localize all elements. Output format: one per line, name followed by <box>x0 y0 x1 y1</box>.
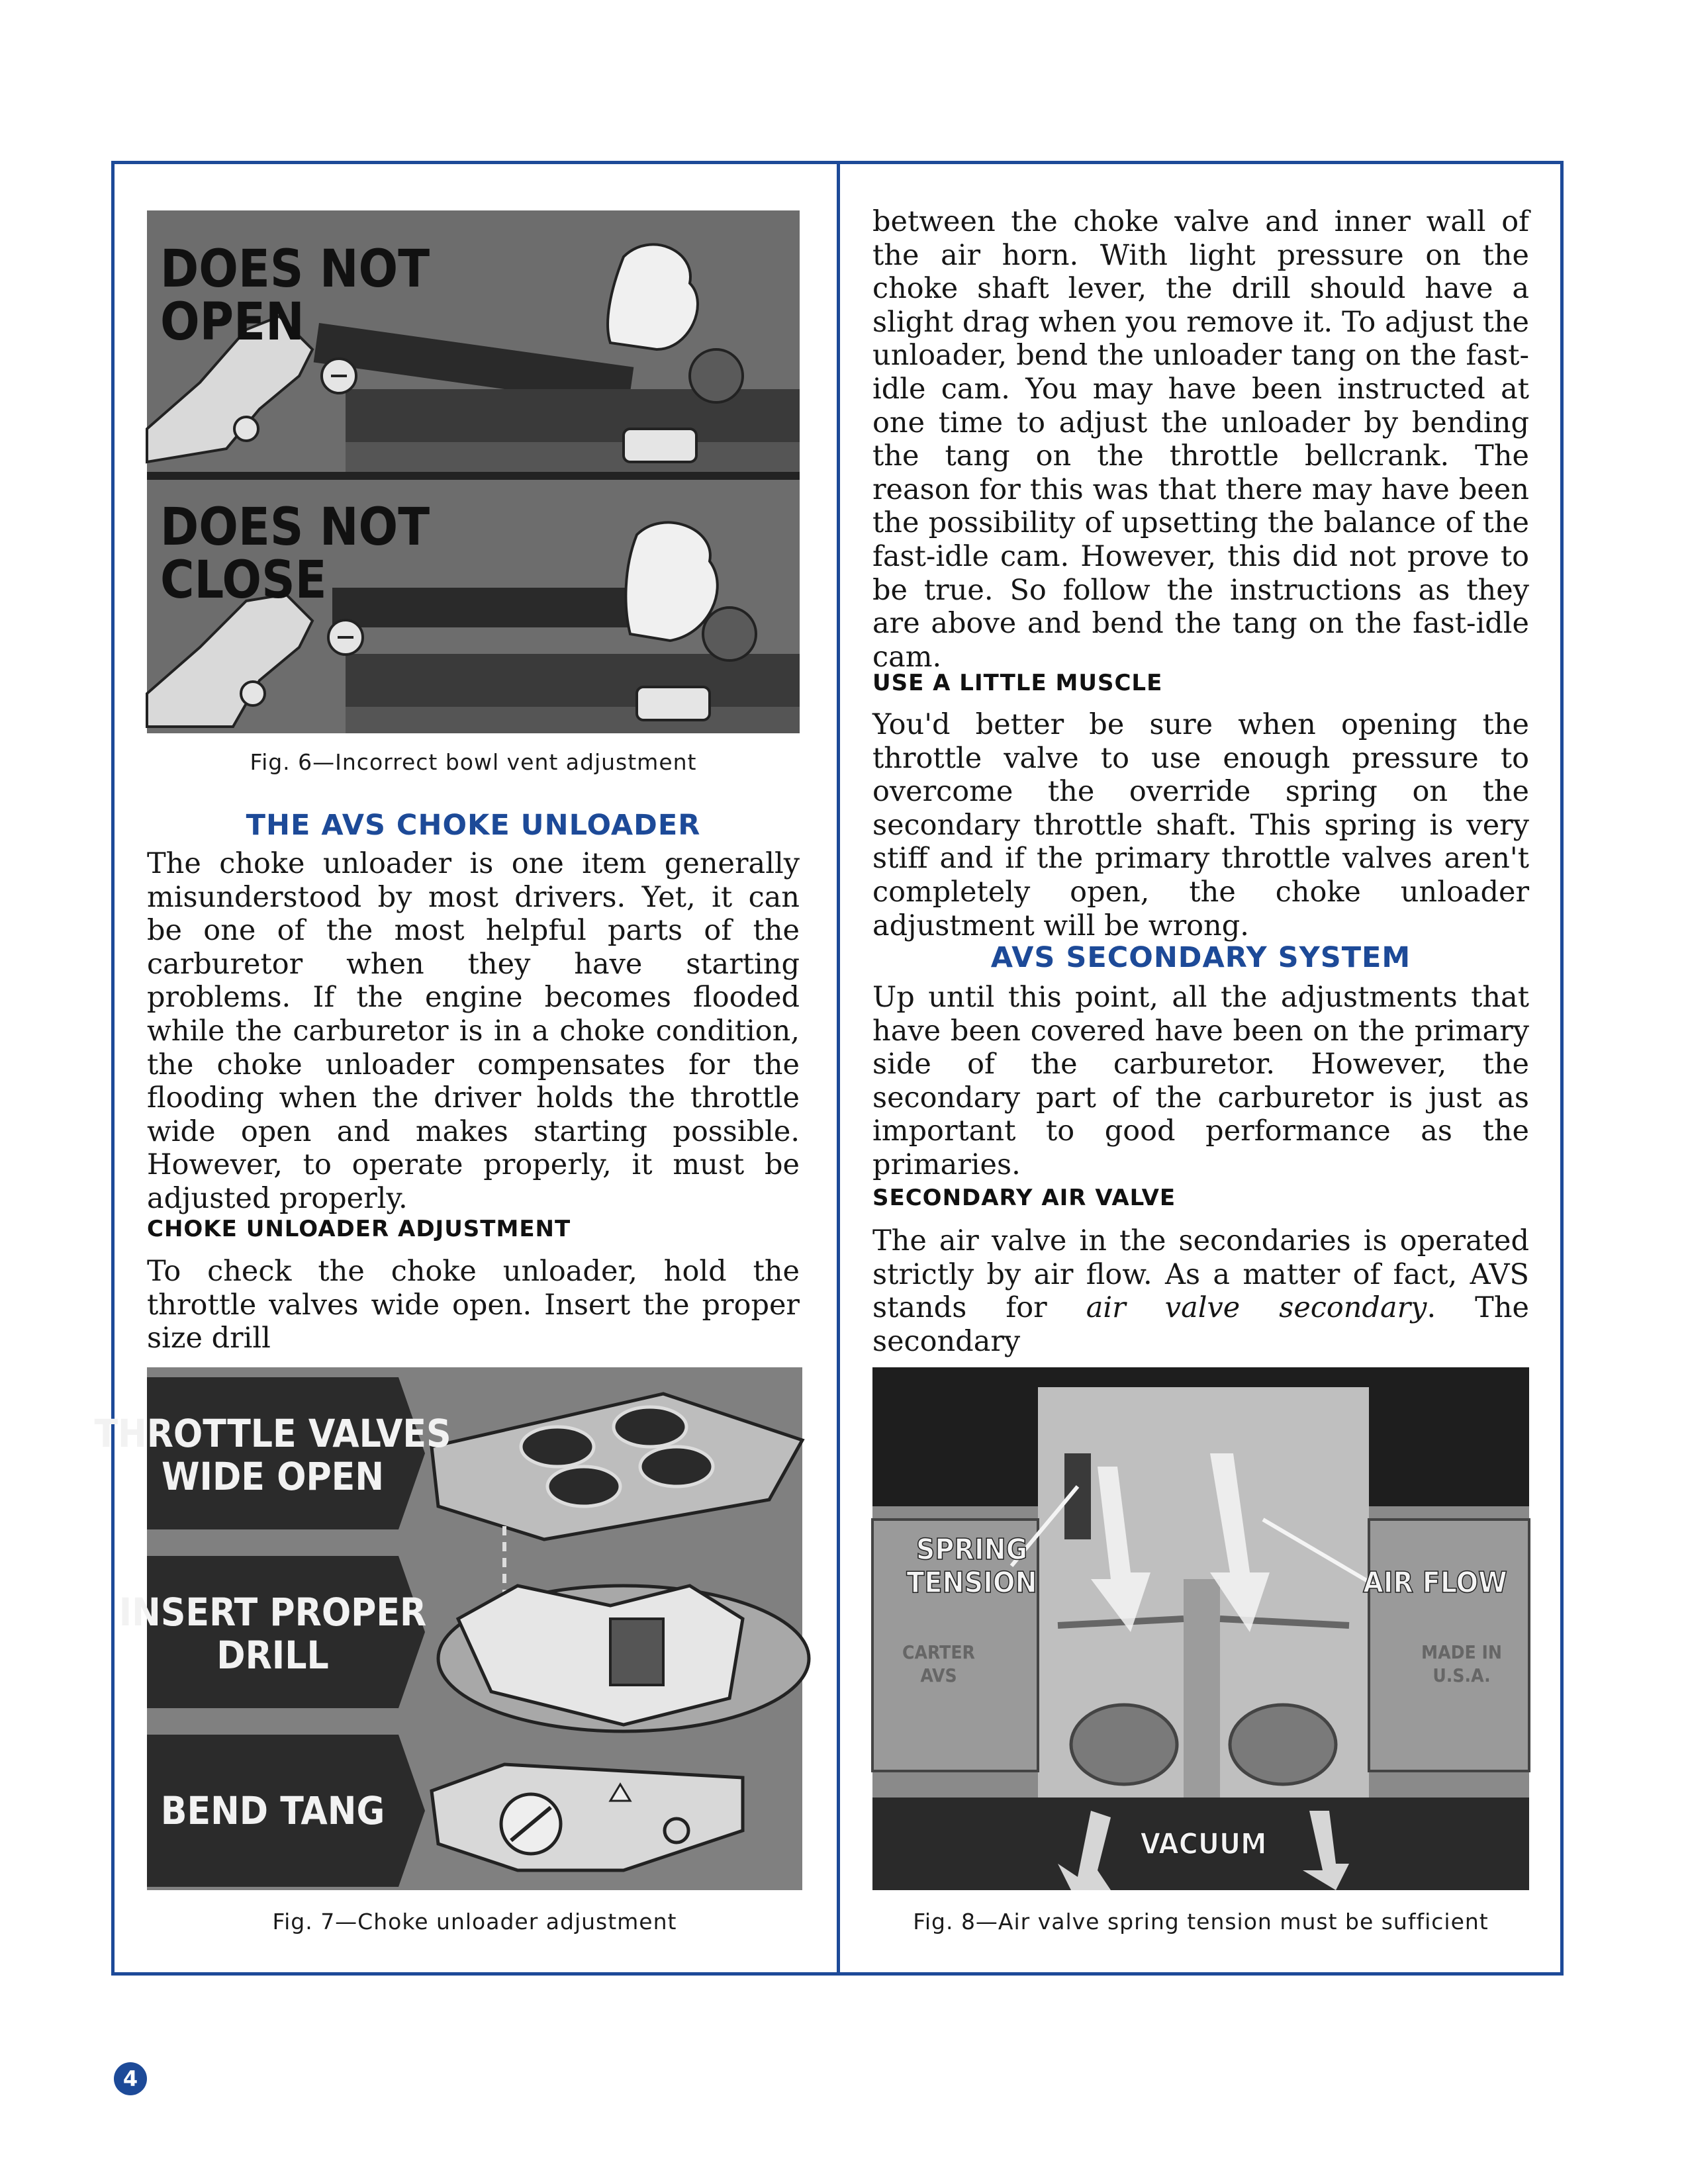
heading-avs-choke-unloader: THE AVS CHOKE UNLOADER <box>246 809 701 842</box>
heading-choke-unloader-adjustment: CHOKE UNLOADER ADJUSTMENT <box>147 1216 571 1242</box>
fig7-step1-line1: THROTTLE VALVES <box>94 1411 451 1456</box>
fig7-step3-line1: BEND TANG <box>160 1788 385 1833</box>
paragraph-use-a-little-muscle: You'd better be sure when opening the throttle valve to use enough pressure to overcome the override spring on the secondary throttle shaft. This spring is very stiff and if the primary throttle valves aren't completely open, the choke unloader adjustment will be wrong. <box>872 708 1529 942</box>
fig8-label-airflow: AIR FLOW <box>1363 1566 1507 1600</box>
fig8-label-tension: TENSION <box>906 1566 1037 1600</box>
air-valve-emphasis: air valve secondary <box>1086 1291 1427 1325</box>
fig8-body-right-line2: U.S.A. <box>1432 1664 1491 1686</box>
figure-6-image <box>147 210 800 733</box>
figure-8-image <box>872 1367 1529 1890</box>
air-valve-text-start: The air valve in the secondaries is operated strictly by air flow. As a matter of fact, AVS stands for <box>872 1224 1529 1325</box>
heading-use-a-little-muscle: USE A LITTLE MUSCLE <box>872 670 1163 696</box>
fig6-label-close-line2: CLOSE <box>160 551 327 610</box>
fig7-step2-line2: DRILL <box>216 1633 329 1678</box>
paragraph-continued: between the choke valve and inner wall of the air horn. With light pressure on the choke shaft lever, the drill should have a slight drag when you remove it. To adjust the unloader, bend the unloader tang on the fast-idle cam. You may have been instructed at one time to adjust the unloader by bending the tang on the throttle bellcrank. The reason for this was that there may have been the possibility of upsetting the balance of the fast-idle cam. However, this did not prove to be true. So follow the instructions as they are above and bend the tang on the fast-idle cam. <box>872 205 1529 674</box>
fig8-label-spring: SPRING <box>915 1533 1028 1567</box>
figure-7-image <box>94 1367 802 1890</box>
page-number: 4 <box>114 2062 147 2095</box>
fig8-label-vacuum: VACUUM <box>1140 1827 1267 1861</box>
fig6-label-open-line2: OPEN <box>160 293 305 352</box>
paragraph-choke-unloader: The choke unloader is one item generally misunderstood by most drivers. Yet, it can be one of the most helpful parts of the carburetor when they have starting problems. If the engine becomes flooded while the carburetor is in a choke condition, the choke unloader compensates for the flooding when the driver holds the throttle wide open and makes starting possible. However, to operate properly, it must be adjusted properly. <box>147 847 800 1215</box>
figure-7-caption: Fig. 7—Choke unloader adjustment <box>272 1909 677 1934</box>
heading-secondary-air-valve: SECONDARY AIR VALVE <box>872 1185 1176 1211</box>
figure-8-caption: Fig. 8—Air valve spring tension must be sufficient <box>913 1909 1489 1934</box>
heading-avs-secondary-system: AVS SECONDARY SYSTEM <box>990 941 1411 974</box>
fig6-label-open-line1: DOES NOT <box>160 240 430 299</box>
column-divider <box>837 161 840 1976</box>
paragraph-avs-secondary-system: Up until this point, all the adjustments that have been covered have been on the primary side of the carburetor. However, the secondary part of the carburetor is just as important to good performance as the primaries. <box>872 981 1529 1181</box>
paragraph-choke-unloader-adjustment: To check the choke unloader, hold the throttle valves wide open. Insert the proper size drill <box>147 1255 800 1355</box>
fig7-step2-line1: INSERT PROPER <box>118 1590 427 1635</box>
paragraph-secondary-air-valve <box>872 1224 1529 1358</box>
fig8-body-left-line1: CARTER <box>902 1641 975 1663</box>
fig6-label-close-line1: DOES NOT <box>160 498 430 557</box>
figure-6-caption: Fig. 6—Incorrect bowl vent adjustment <box>250 749 697 775</box>
fig8-body-left-line2: AVS <box>920 1664 957 1686</box>
fig7-step1-line2: WIDE OPEN <box>161 1454 385 1499</box>
air-valve-text-end: . The secondary <box>872 1291 1530 1358</box>
fig8-body-right-line1: MADE IN <box>1421 1641 1502 1663</box>
